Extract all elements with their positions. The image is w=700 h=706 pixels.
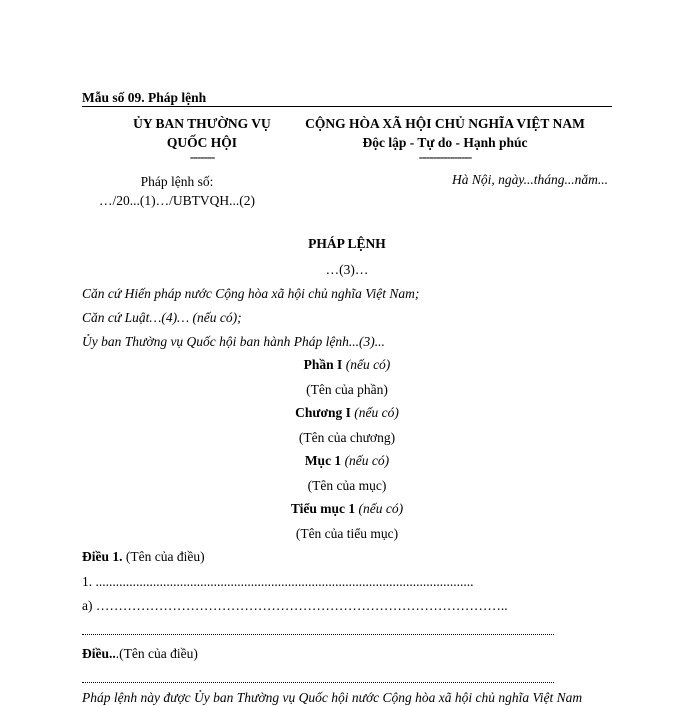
motto-separator: --------------- <box>418 149 472 164</box>
part-heading <box>82 357 612 373</box>
chapter-title: Chương I <box>295 405 351 420</box>
preamble-line-2: Căn cứ Luật…(4)… (nếu có); <box>82 310 242 325</box>
authority-line-2: QUỐC HỘI <box>166 135 238 150</box>
closing-text: Pháp lệnh này được Ủy ban Thường vụ Quốc hội nước Cộng hòa xã hội chủ nghĩa Việt Nam <box>82 690 583 705</box>
document-number <box>82 172 272 210</box>
section-title: Mục 1 <box>304 453 342 468</box>
article-2-label: Điều.. <box>82 646 116 661</box>
number-label: Pháp lệnh số: <box>140 174 214 189</box>
part-name: (Tên của phần) <box>306 382 388 397</box>
motto: Độc lập - Tự do - Hạnh phúc <box>362 135 528 150</box>
article-2-heading <box>82 646 612 662</box>
authority-separator: ------- <box>189 149 215 164</box>
form-label: Mẫu số 09. Pháp lệnh <box>82 90 207 105</box>
place-date: Hà Nội, ngày...tháng...năm... <box>451 172 608 187</box>
clause-1: 1. ................................................................................................................ <box>82 574 474 589</box>
chapter-heading <box>82 405 612 421</box>
chapter-note: (nếu có) <box>354 405 399 420</box>
article-1-heading <box>82 549 612 565</box>
section-note: (nếu có) <box>344 453 390 468</box>
preamble-line-1: Căn cứ Hiến pháp nước Cộng hòa xã hội chủ nghĩa Việt Nam; <box>82 286 420 301</box>
preamble-line-3: Ủy ban Thường vụ Quốc hội ban hành Pháp lệnh...(3)... <box>82 334 385 349</box>
blank-line-2 <box>82 682 554 683</box>
header-rule <box>82 106 612 107</box>
blank-line <box>82 634 554 635</box>
document-title: PHÁP LỆNH <box>308 236 386 251</box>
part-title: Phần I <box>303 357 343 372</box>
section-heading <box>82 453 612 469</box>
chapter-name: (Tên của chương) <box>298 430 396 445</box>
subsection-heading <box>82 501 612 517</box>
document-subtitle: …(3)… <box>325 262 369 277</box>
article-1-label: Điều 1. <box>82 549 123 564</box>
part-note: (nếu có) <box>345 357 391 372</box>
article-2-name: .(Tên của điều) <box>115 646 198 661</box>
number-value: …/20...(1)…/UBTVQH...(2) <box>99 193 255 208</box>
national-motto <box>280 114 610 162</box>
country-name: CỘNG HÒA XÃ HỘI CHỦ NGHĨA VIỆT NAM <box>305 116 585 131</box>
subsection-title: Tiểu mục 1 <box>290 501 356 516</box>
authority-line-1: ỦY BAN THƯỜNG VỤ <box>133 116 271 131</box>
subsection-name: (Tên của tiểu mục) <box>295 526 399 541</box>
article-1-name: (Tên của điều) <box>122 549 205 564</box>
issuing-authority <box>112 114 292 162</box>
subsection-note: (nếu có) <box>358 501 404 516</box>
point-a: a) ……………………………………………………………………………….. <box>82 598 508 613</box>
section-name: (Tên của mục) <box>307 478 387 493</box>
